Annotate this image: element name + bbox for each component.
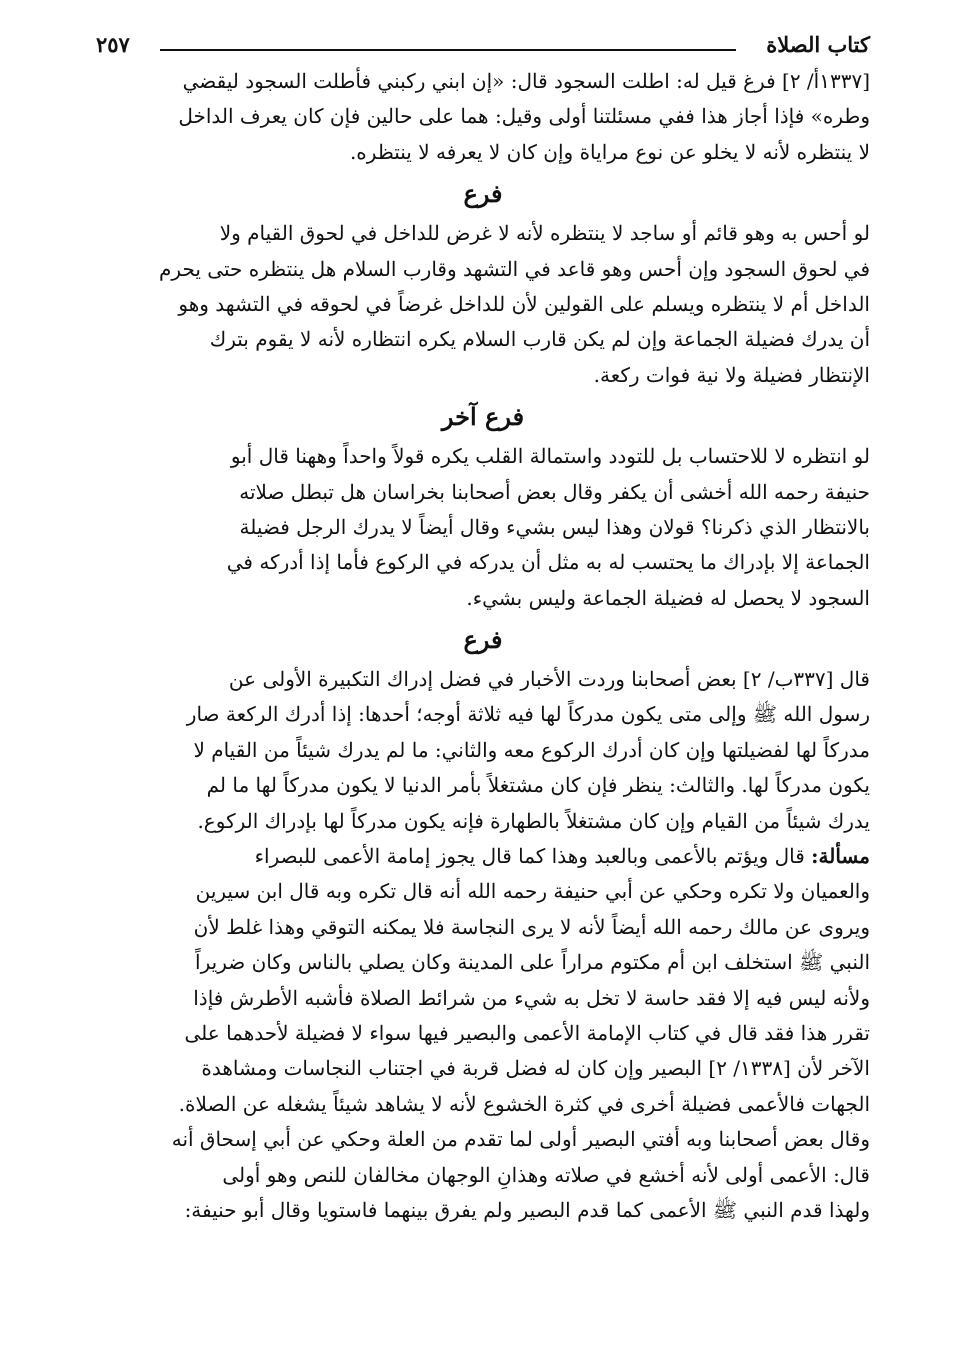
section3-paragraph — [96, 662, 870, 839]
text-line: ويروى عن مالك رحمه الله أيضاً لأنه لا يرى النجاسة فلا يمكنه التوقي وهذا غلط لأن — [193, 914, 870, 939]
masala-first-line: قال ويؤتم بالأعمى وبالعبد وهذا كما قال يجوز إمامة الأعمى للبصراء — [254, 844, 812, 869]
text-line: تقرر هذا فقد قال في كتاب الإمامة الأعمى والبصير فيها سواء لا فضيلة لأحدهما على — [184, 1020, 870, 1045]
text-line: الجهات فالأعمى فضيلة أخرى في كثرة الخشوع لأنه لا يشاهد شيئاً يشغله عن الصلاة. — [178, 1091, 870, 1116]
text-line: أن يدرك فضيلة الجماعة وإن لم يكن قارب السلام يكره انتظاره لأنه لا يقوم بترك — [209, 327, 870, 352]
text-line: ولهذا قدم النبي ﷺ الأعمى كما قدم البصير ولم يفرق بينهما فاستويا وقال أبو حنيفة: — [184, 1197, 870, 1222]
text-line: والعميان ولا تكره وحكي عن أبي حنيفة رحمه الله أنه قال تكره وبه قال ابن سيرين — [195, 879, 870, 904]
text-line: ولأنه ليس فيه إلا فقد حاسة لا تخل به شيء من شرائط الصلاة فأشبه الأطرش فإذا — [193, 985, 870, 1010]
page-number: ٢٥٧ — [96, 32, 130, 57]
text-line: الداخل أم لا ينتظره ويسلم على القولين لأن للداخل غرضاً في لحوقه في التشهد وهو — [178, 291, 870, 316]
text-line: الجماعة إلا بإدراك ما يحتسب له به مثل أن يدركه في الركوع فأما إذا أدركه في — [226, 550, 870, 575]
text-line: الإنتظار فضيلة ولا نية فوات ركعة. — [593, 362, 870, 387]
section-heading-far-akhar: فرع آخر — [441, 402, 525, 432]
text-line: يكون مدركاً لها. والثالث: ينظر فإن كان مشتغلاً بأمر الدنيا لا يكون مدركاً لها ما لم — [206, 773, 870, 798]
text-line: يدرك شيئاً من القيام وإن كان مشتغلاً بالطهارة فإنه يكون مدركاً لها بإدراك الركوع. — [197, 808, 870, 833]
text-line: لو أحس به وهو قائم أو ساجد لا ينتظره لأنه لا غرض للداخل في لحوق القيام ولا — [219, 221, 870, 246]
text-line: حنيفة رحمه الله أخشى أن يكفر وقال بعض أصحابنا بخراسان هل تبطل صلاته — [239, 479, 870, 504]
text-line: قال [٣٣٧ب/ ٢] بعض أصحابنا وردت الأخبار في فضل إدراك التكبيرة الأولى عن — [228, 667, 870, 692]
masala-label: مسألة: — [811, 844, 870, 869]
text-line: الآخر لأن [١٣٣٨/ ٢] البصير وإن كان له فضل قربة في اجتناب النجاسات ومشاهدة — [201, 1056, 870, 1081]
text-line: [١٣٣٧أ/ ٢] فرغ قيل له: اطلت السجود قال: «إن ابني ركبني فأطلت السجود ليقضي — [182, 69, 870, 93]
text-line: النبي ﷺ استخلف ابن أم مكتوم مراراً على المدينة وكان يصلي بالناس وكان ضريراً — [195, 950, 870, 975]
text-line — [96, 839, 870, 874]
text-line: رسول الله ﷺ وإلى متى يكون مدركاً لها فيه ثلاثة أوجه؛ أحدها: إذا أدرك الركعة صار — [186, 702, 870, 727]
page-header — [96, 28, 870, 64]
running-title: كتاب الصلاة — [766, 32, 870, 57]
masala-paragraph — [96, 839, 870, 1228]
text-line: لا ينتظره لأنه لا يخلو عن نوع مراياة وإن كان لا يعرفه لا ينتظره. — [349, 139, 870, 164]
text-line: وقال بعض أصحابنا وبه أفتي البصير أولى لما تقدم من العلة وحكي عن أبي إسحاق أنه — [171, 1127, 870, 1152]
text-line: بالانتظار الذي ذكرنا؟ قولان وهذا ليس بشيء وقال أيضاً لا يدرك الرجل فضيلة — [239, 514, 870, 539]
text-line: قال: الأعمى أولى لأنه أخشع في صلاته وهذانِ الوجهان مخالفان للنص وهو أولى — [222, 1162, 870, 1187]
text-line: السجود لا يحصل له فضيلة الجماعة وليس بشيء. — [466, 585, 870, 610]
section-heading-far-2: فرع — [463, 625, 503, 655]
text-line: وطره» فإذا أجاز هذا ففي مسئلتنا أولى وقيل: هما على حالين فإن كان يعرف الداخل — [178, 104, 870, 129]
section-heading-far: فرع — [463, 179, 503, 209]
header-rule — [160, 49, 736, 51]
text-line: في لحوق السجود وإن أحس وهو قاعد في التشهد وقارب السلام هل ينتظره حتى يحرم — [159, 256, 870, 281]
text-line: مدركاً لها لفضيلتها وإن كان أدرك الركوع معه والثاني: ما لم يدرك شيئاً من القيام لا — [193, 737, 870, 762]
intro-paragraph — [96, 64, 870, 170]
section1-paragraph — [96, 216, 870, 393]
section2-paragraph — [96, 439, 870, 616]
text-line: لو انتظره لا للاحتساب بل للتودد واستمالة القلب يكره قولاً واحداً وههنا قال أبو — [230, 444, 870, 469]
